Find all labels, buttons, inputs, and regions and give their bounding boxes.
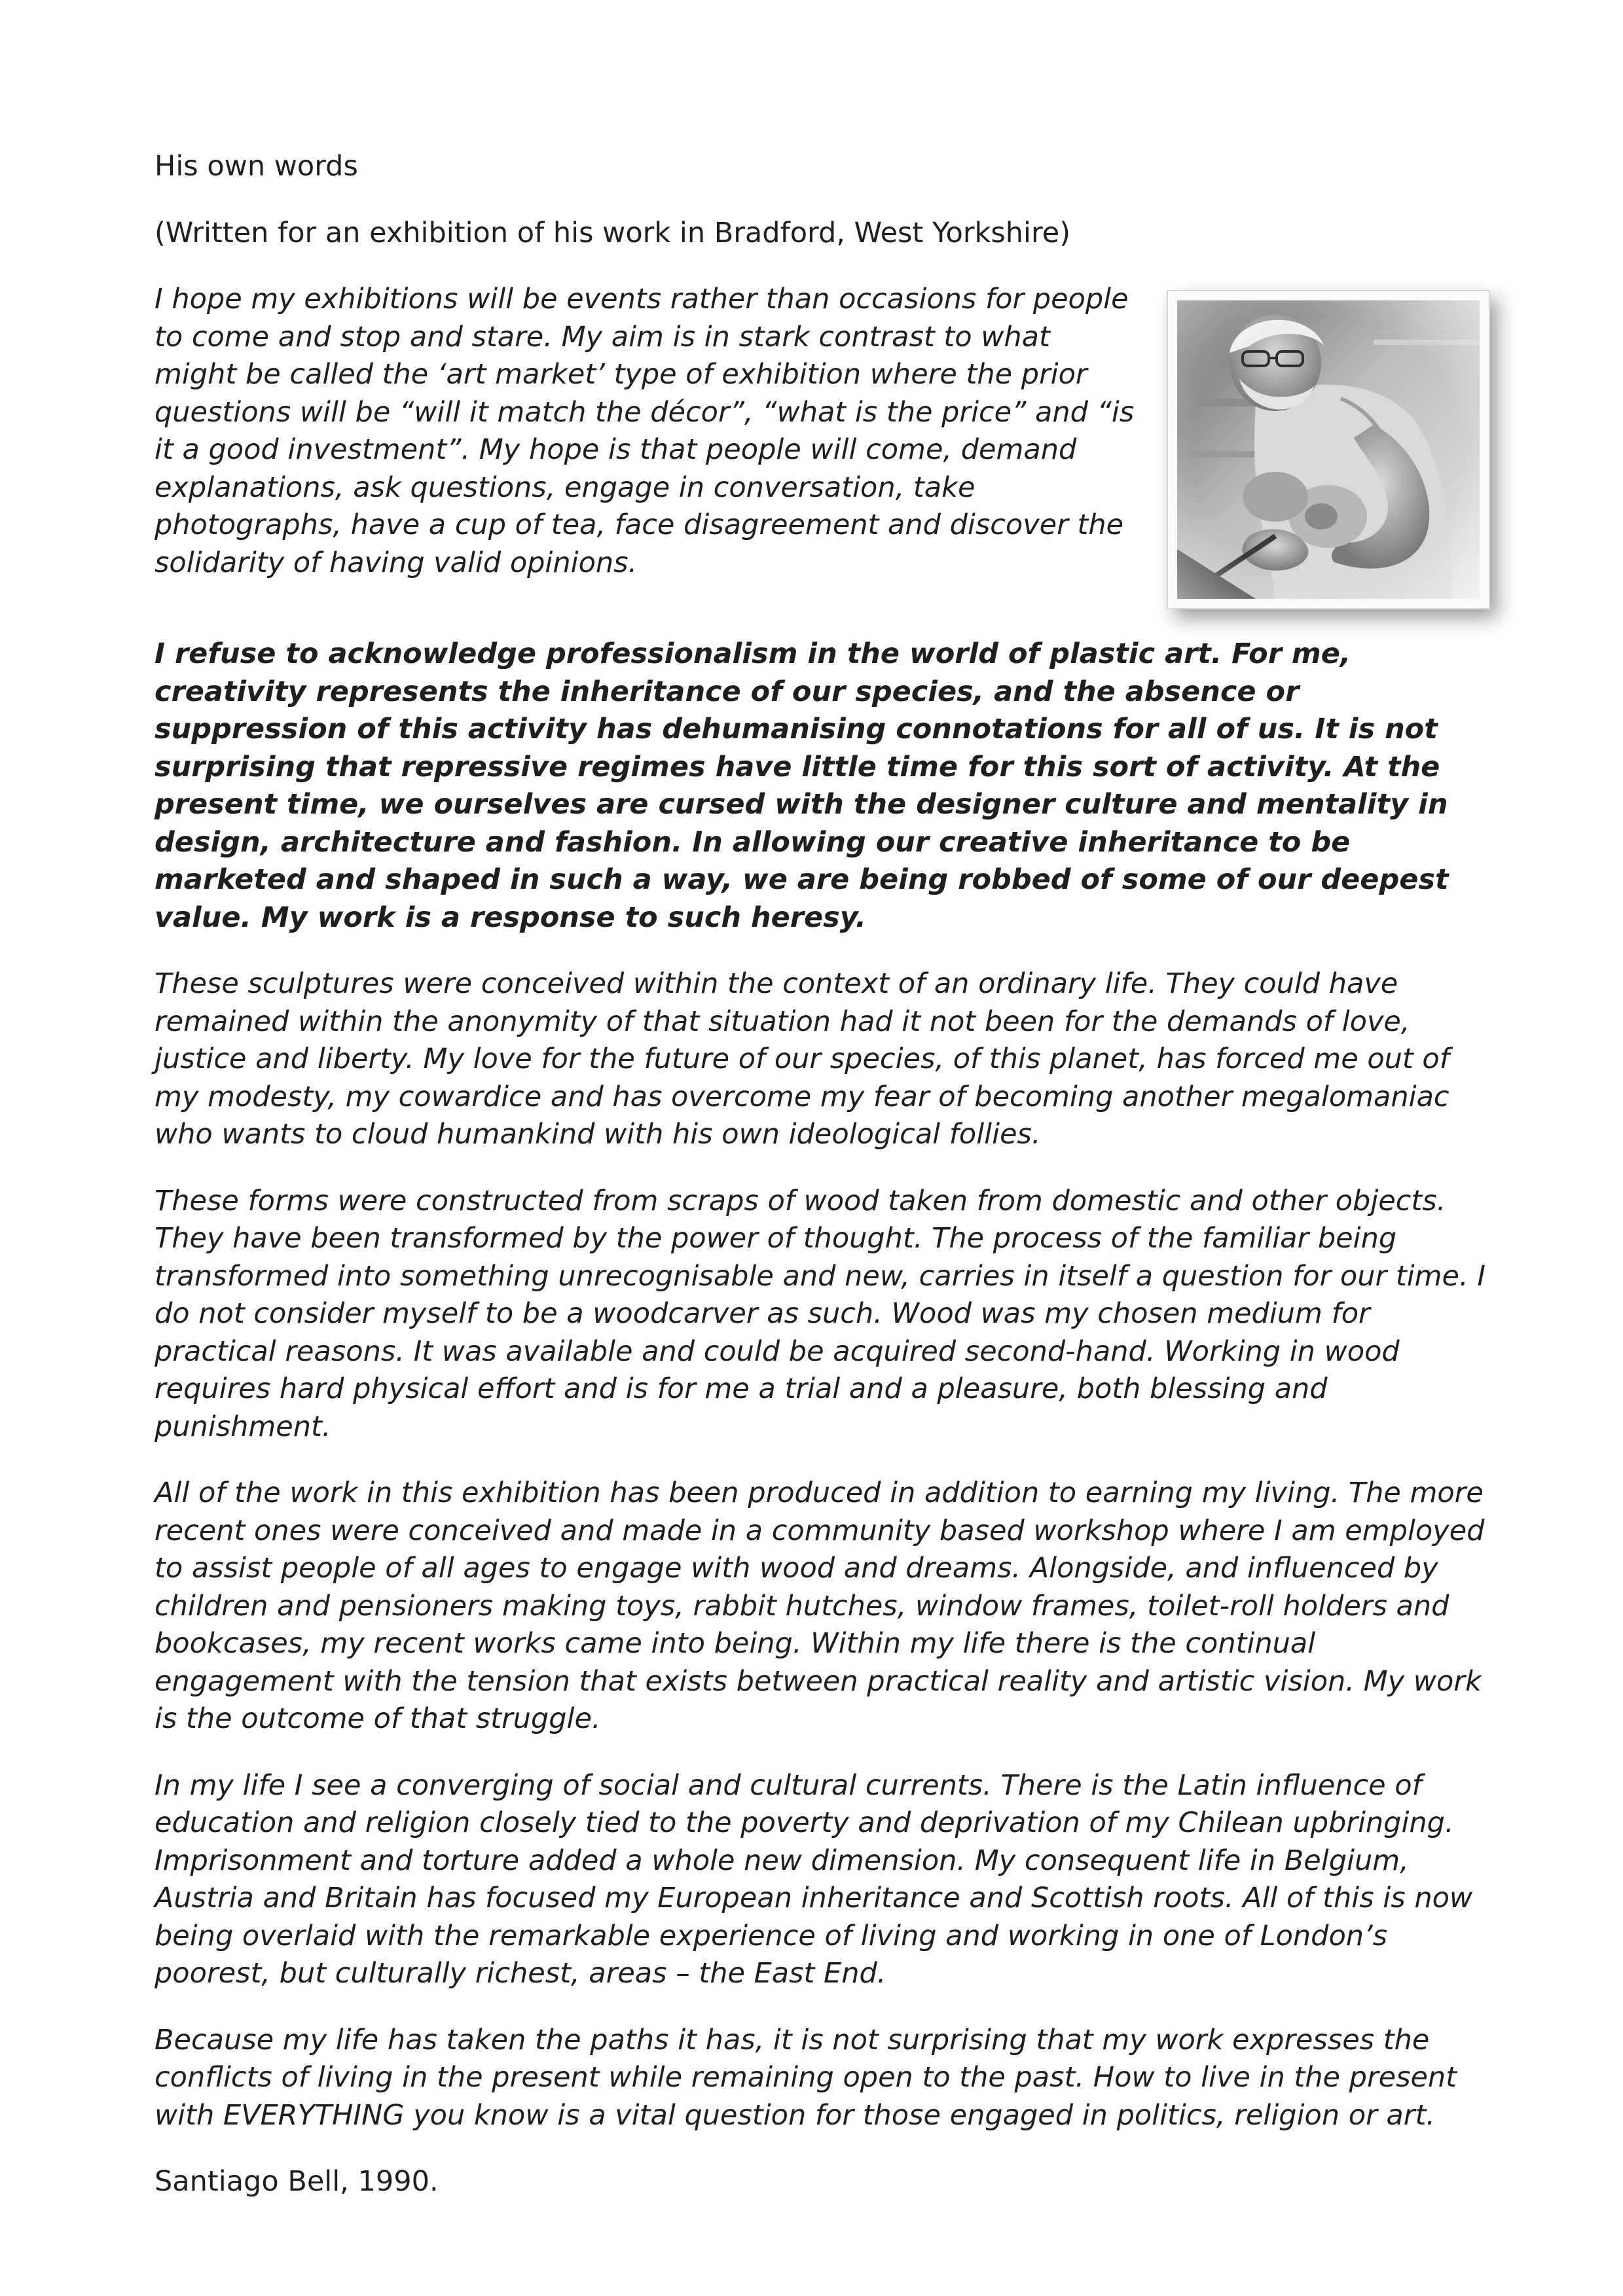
portrait-photo <box>1167 290 1490 609</box>
paragraph-5: All of the work in this exhibition has been produced in addition to earning my living. The more recent ones were conceived and made in a community based workshop where I am employed to assist people of all ages to engage with wood and dreams. Alongside, and influenced by children and pensioners making toys, rabbit hutches, window frames, toilet-roll holders and bookcases, my recent works came into being. Within my life there is the continual engagement with the tension that exists between practical reality and artistic vision. My work is the outcome of that struggle. <box>155 1477 1485 1735</box>
paragraph-7: Because my life has taken the paths it has, it is not surprising that my work expresses the conflicts of living in the present while remaining open to the past. How to live in the present with EVERYTHING you know is a vital question for those engaged in politics, religion or art. <box>155 2023 1457 2132</box>
paragraph-6: In my life I see a converging of social and cultural currents. There is the Latin influence of education and religion closely tied to the poverty and deprivation of my Chilean upbringing. Imprisonment and torture added a whole new dimension. My consequent life in Belgium, Austria and Britain has focused my European inheritance and Scottish roots. All of this is now being overlaid with the remarkable experience of living and working in one of London’s poorest, but culturally richest, areas – the East End. <box>155 1768 1473 1990</box>
portrait-photo-icon <box>1177 300 1480 599</box>
paragraph-4: These forms were constructed from scraps of wood taken from domestic and other objects. They have been transformed by the power of thought. The process of the familiar being transformed into something unrecognisable and new, carries in itself a question for our time. I do not consider myself to be a woodcarver as such. Wood was my chosen medium for practical reasons. It was available and could be acquired second-hand. Working in wood requires hard physical effort and is for me a trial and a pleasure, both blessing and punishment. <box>155 1184 1486 1443</box>
paragraph-2: I refuse to acknowledge professionalism in the world of plastic art. For me, creativity represents the inheritance of our species, and the absence or suppression of this activity has dehumanising connotations for all of us. It is not surprising that repressive regimes have little time for this sort of activity. At the present time, we ourselves are cursed with the designer culture and mentality in design, architecture and fashion. In allowing our creative inheritance to be marketed and shaped in such a way, we are being robbed of some of our deepest value. My work is a response to such heresy. <box>155 637 1449 934</box>
signature: Santiago Bell, 1990. <box>155 2165 439 2198</box>
paragraph-1: I hope my exhibitions will be events rather than occasions for people to come and stop and stare. My aim is in stark contrast to what might be called the ‘art market’ type of exhibition where the prior questions will be “will it match the décor”, “what is the price” and “is it a good investment”. My hope is that people will come, demand explanations, ask questions, engage in conversation, take photographs, have a cup of tea, face disagreement and discover the solidarity of having valid opinions. <box>155 283 1135 579</box>
paragraph-3: These sculptures were conceived within the context of an ordinary life. They could have remained within the anonymity of that situation had it not been for the demands of love, justice and liberty. My love for the future of our species, of this planet, has forced me out of my modesty, my cowardice and has overcome my fear of becoming another megalomaniac who wants to cloud humankind with his own ideological follies. <box>155 967 1450 1151</box>
page-heading: His own words <box>155 150 358 183</box>
document-body <box>155 148 1490 2230</box>
page-subheading: (Written for an exhibition of his work in Bradford, West Yorkshire) <box>155 216 1070 249</box>
